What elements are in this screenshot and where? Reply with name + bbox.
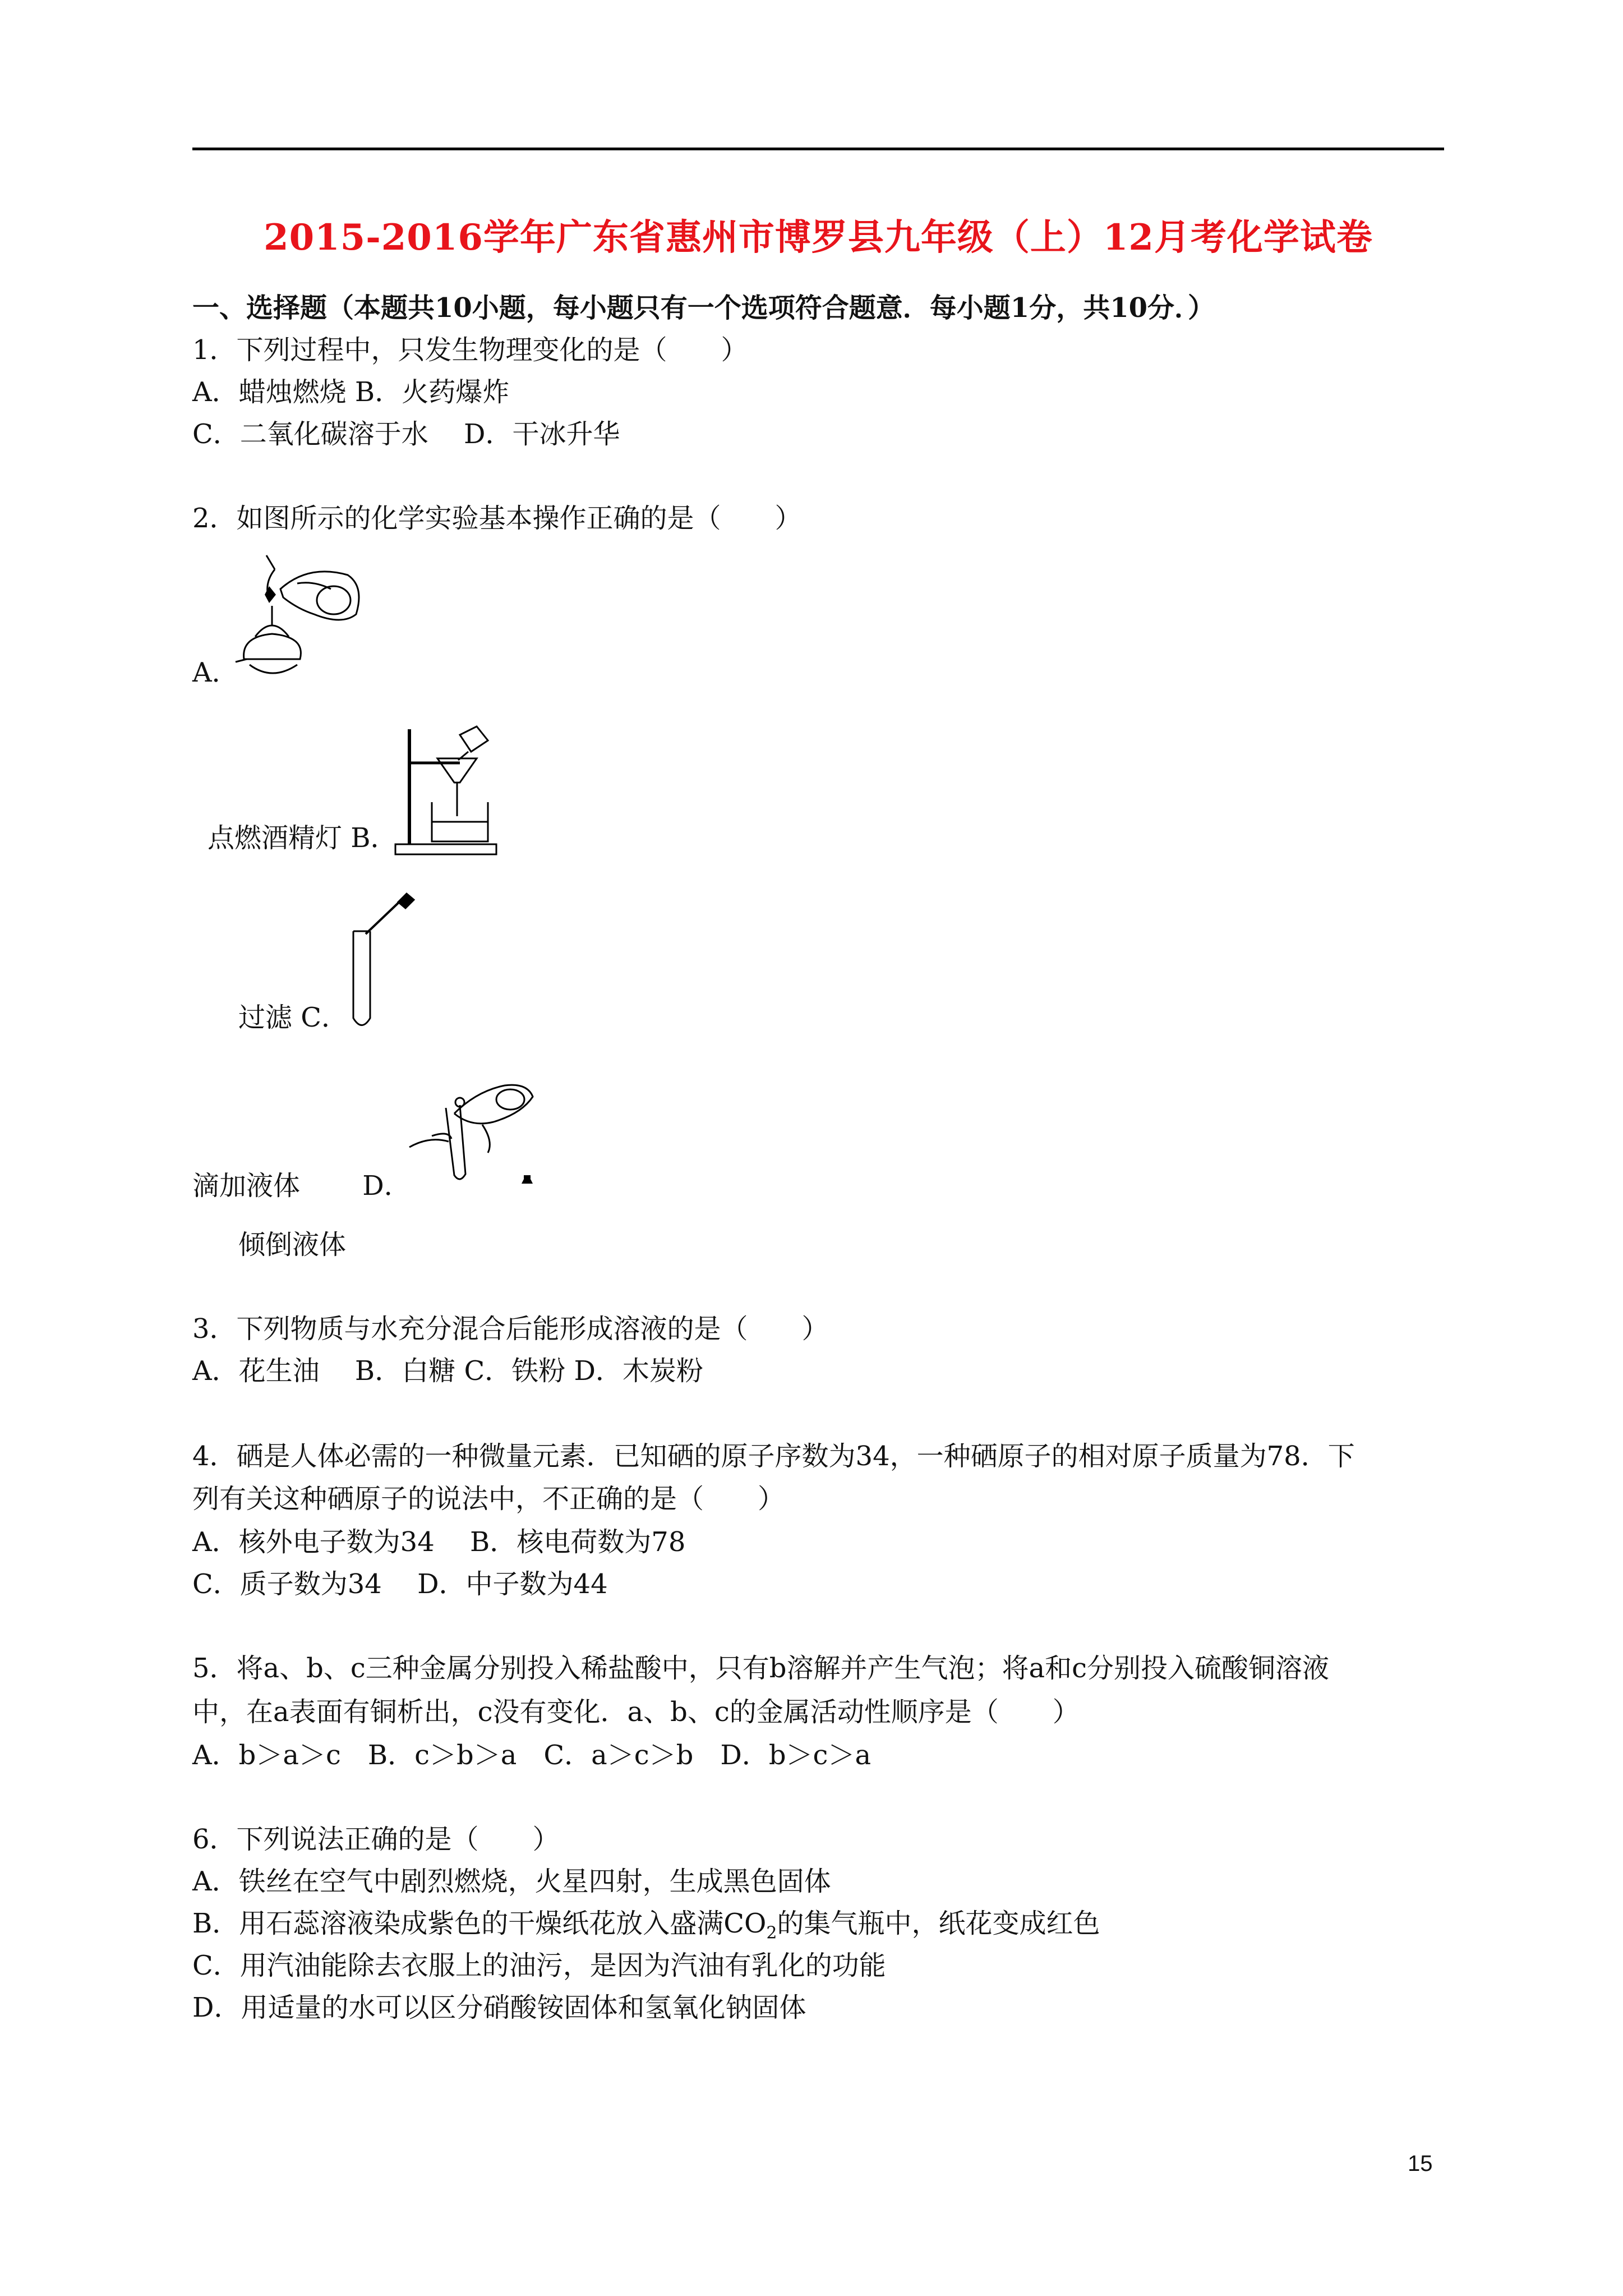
q4-options-ab: A．核外电子数为34 B．核电荷数为78	[192, 1526, 686, 1558]
q4-stem-line2: 列有关这种硒原子的说法中，不正确的是（ ）	[192, 1483, 785, 1515]
q6-option-d: D．用适量的水可以区分硝酸铵固体和氢氧化钠固体	[192, 1992, 806, 2023]
q1-stem: 1．下列过程中，只发生物理变化的是（ ）	[192, 334, 748, 366]
filtration-apparatus-icon	[393, 724, 505, 858]
q2-stem: 2．如图所示的化学实验基本操作正确的是（ ）	[192, 503, 802, 534]
q1-options-ab: A．蜡烛燃烧 B．火药爆炸	[192, 376, 510, 408]
page-number: 15	[1408, 2151, 1433, 2176]
q2-option-a-letter: A．	[192, 657, 239, 688]
q3-stem: 3．下列物质与水充分混合后能形成溶液的是（ ）	[192, 1313, 829, 1345]
q3-options: A．花生油 B．白糖 C．铁粉 D．木炭粉	[192, 1355, 703, 1387]
q4-options-cd: C．质子数为34 D．中子数为44	[192, 1568, 608, 1600]
q6-option-c: C．用汽油能除去衣服上的油污，是因为汽油有乳化的功能	[192, 1950, 886, 1981]
q2-caption-d: 倾倒液体	[238, 1229, 347, 1260]
q2-caption-b-letter-c: 过滤 C．	[238, 1002, 348, 1033]
q2-caption-a-letter-b: 点燃酒精灯 B．	[208, 822, 398, 854]
q5-stem-line2: 中，在a表面有铜析出，c没有变化．a、b、c的金属活动性顺序是（ ）	[192, 1696, 1080, 1728]
alcohol-lamp-icon	[230, 553, 370, 682]
alcohol-lamp-figure	[230, 553, 370, 682]
header-rule	[192, 148, 1444, 150]
dropper-test-tube-icon	[348, 892, 421, 1032]
exam-title: 2015-2016学年广东省惠州市博罗县九年级（上）12月考化学试卷	[264, 217, 1373, 259]
pouring-liquid-icon	[398, 1069, 544, 1198]
q6-stem: 6．下列说法正确的是（ ）	[192, 1824, 560, 1855]
q6-option-b: B．用石蕊溶液染成紫色的干燥纸花放入盛满$CO_2$的集气瓶中，纸花变成红色	[192, 1908, 1100, 1943]
section-heading: 一、选择题（本题共10小题，每小题只有一个选项符合题意．每小题1分，共10分．）	[192, 292, 1215, 324]
q1-options-cd: C．二氧化碳溶于水 D．干冰升华	[192, 418, 620, 450]
dropper-figure	[348, 892, 421, 1032]
q5-stem-line1: 5．将a、b、c三种金属分别投入稀盐酸中，只有b溶解并产生气泡；将a和c分别投入硫酸铜溶液	[192, 1653, 1329, 1684]
q6-option-a: A．铁丝在空气中剧烈燃烧，火星四射，生成黑色固体	[192, 1866, 831, 1897]
filtration-figure	[393, 724, 505, 858]
q5-options: A．b＞a＞c B．c＞b＞a C．a＞c＞b D．b＞c＞a	[192, 1740, 872, 1771]
q2-caption-c-letter-d: 滴加液体 D．	[192, 1170, 411, 1202]
q4-stem-line1: 4．硒是人体必需的一种微量元素．已知硒的原子序数为34，一种硒原子的相对原子质量为78．下	[192, 1441, 1355, 1472]
pouring-figure	[398, 1069, 544, 1198]
